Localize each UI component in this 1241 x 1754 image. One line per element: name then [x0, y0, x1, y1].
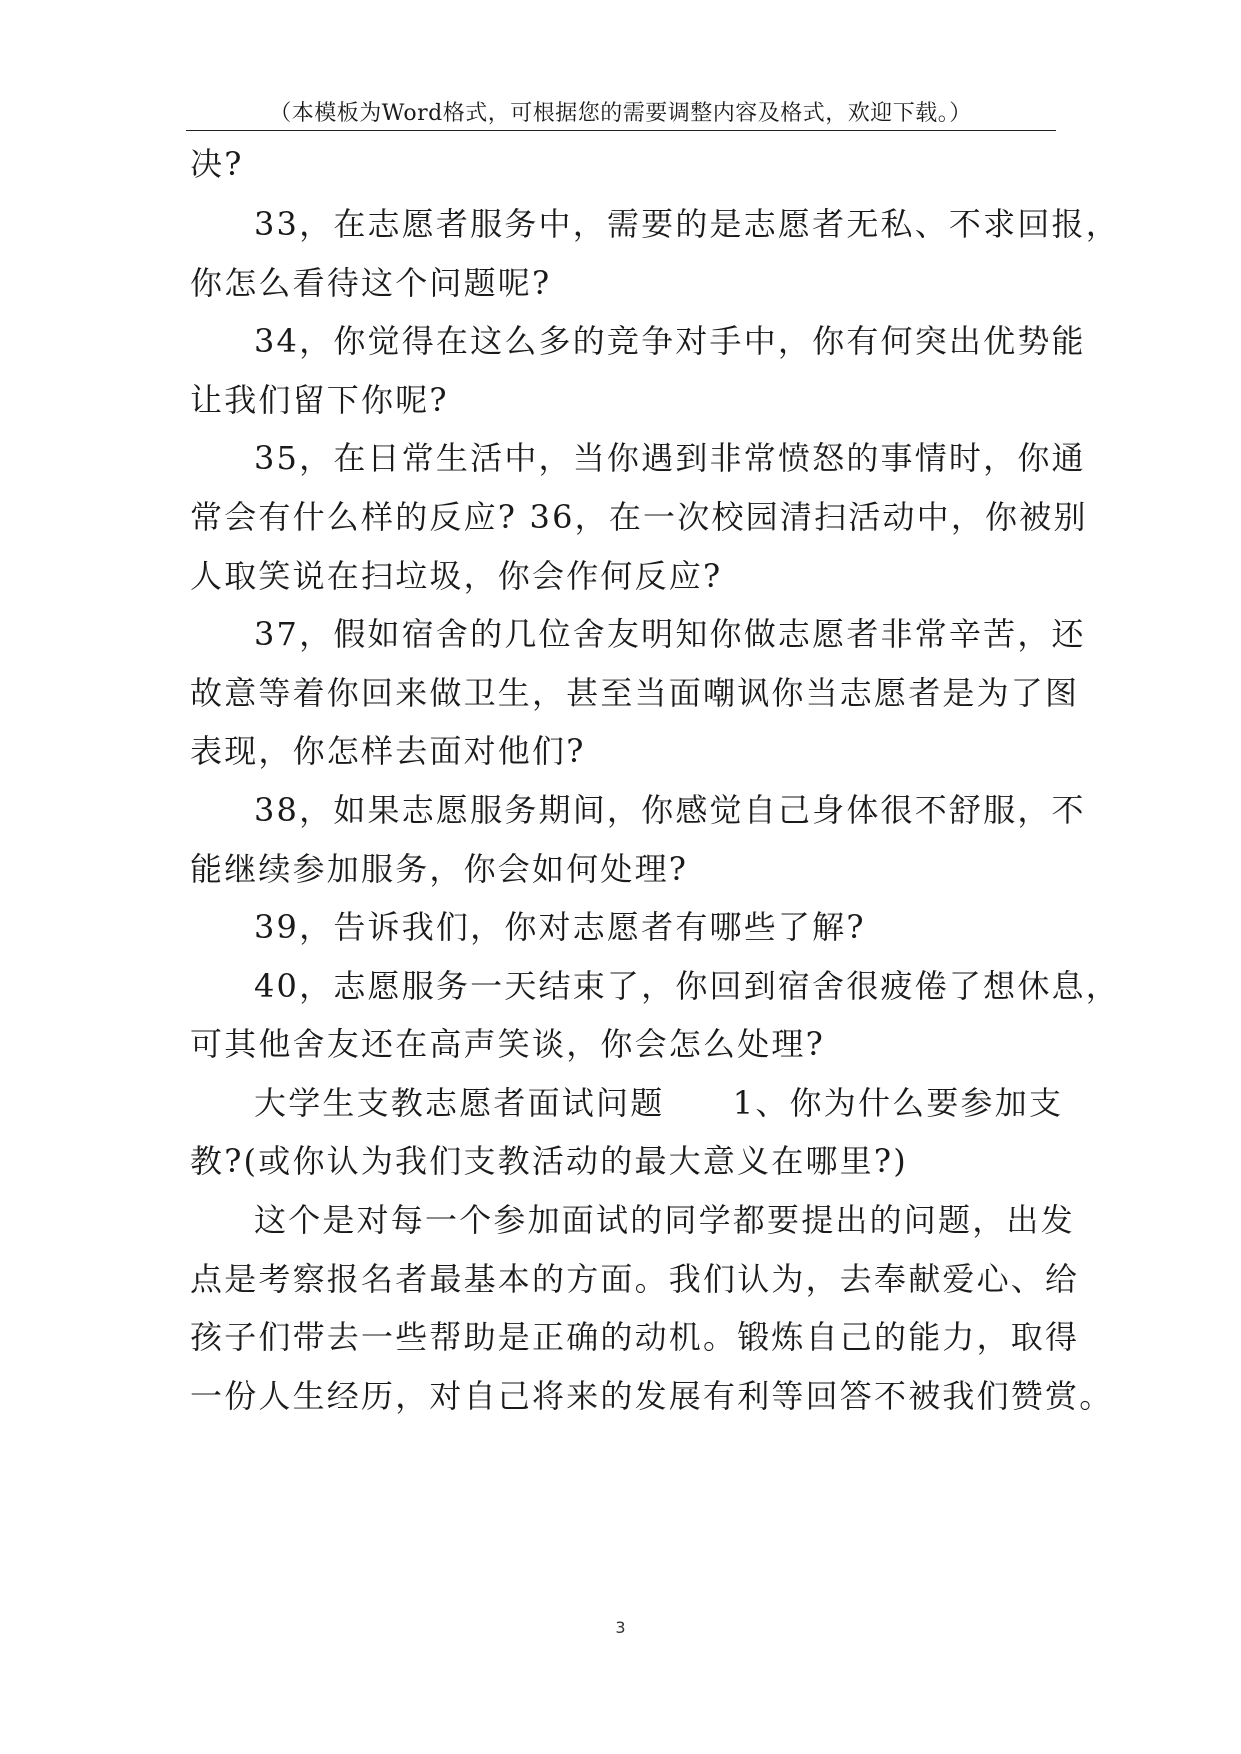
text-line: 35，在日常生活中，当你遇到非常愤怒的事情时，你通 [254, 439, 1086, 477]
text-line: 常会有什么样的反应? 36，在一次校园清扫活动中，你被别 [190, 498, 1088, 536]
text-line: 能继续参加服务，你会如何处理? [190, 850, 689, 888]
page-number: 3 [615, 1618, 626, 1637]
text-line: 38，如果志愿服务期间，你感觉自己身体很不舒服，不 [254, 791, 1086, 829]
text-line: 人取笑说在扫垃圾，你会作何反应? [190, 557, 723, 595]
text-line: 39，告诉我们，你对志愿者有哪些了解? [254, 908, 866, 946]
page-header: （本模板为Word格式，可根据您的需要调整内容及格式，欢迎下载。） [269, 101, 972, 126]
text-line: 37，假如宿舍的几位舍友明知你做志愿者非常辛苦，还 [254, 615, 1086, 653]
text-line: 表现，你怎样去面对他们? [190, 732, 586, 770]
text-line: 可其他舍友还在高声笑谈，你会怎么处理? [190, 1025, 825, 1063]
text-line: 你怎么看待这个问题呢? [190, 264, 552, 302]
text-line: 教?(或你认为我们支教活动的最大意义在哪里?) [190, 1142, 908, 1180]
text-line: 这个是对每一个参加面试的同学都要提出的问题，出发 [254, 1201, 1075, 1239]
text-line: 让我们留下你呢? [190, 381, 449, 419]
text-line: 一份人生经历，对自己将来的发展有利等回答不被我们赞赏。 [190, 1377, 1114, 1415]
text-line: 孩子们带去一些帮助是正确的动机。锻炼自己的能力，取得 [190, 1318, 1080, 1356]
text-line: 34，你觉得在这么多的竞争对手中，你有何突出优势能 [254, 322, 1086, 360]
text-line: 大学生支教志愿者面试问题 1、你为什么要参加支 [254, 1084, 1064, 1122]
text-line: 点是考察报名者最基本的方面。我们认为，去奉献爱心、给 [190, 1260, 1080, 1298]
text-line: 决? [190, 145, 244, 183]
text-line: 33，在志愿者服务中，需要的是志愿者无私、不求回报， [254, 205, 1120, 243]
header-divider [186, 130, 1056, 131]
text-line: 故意等着你回来做卫生，甚至当面嘲讽你当志愿者是为了图 [190, 674, 1080, 712]
text-line: 40，志愿服务一天结束了，你回到宿舍很疲倦了想休息， [254, 967, 1120, 1005]
